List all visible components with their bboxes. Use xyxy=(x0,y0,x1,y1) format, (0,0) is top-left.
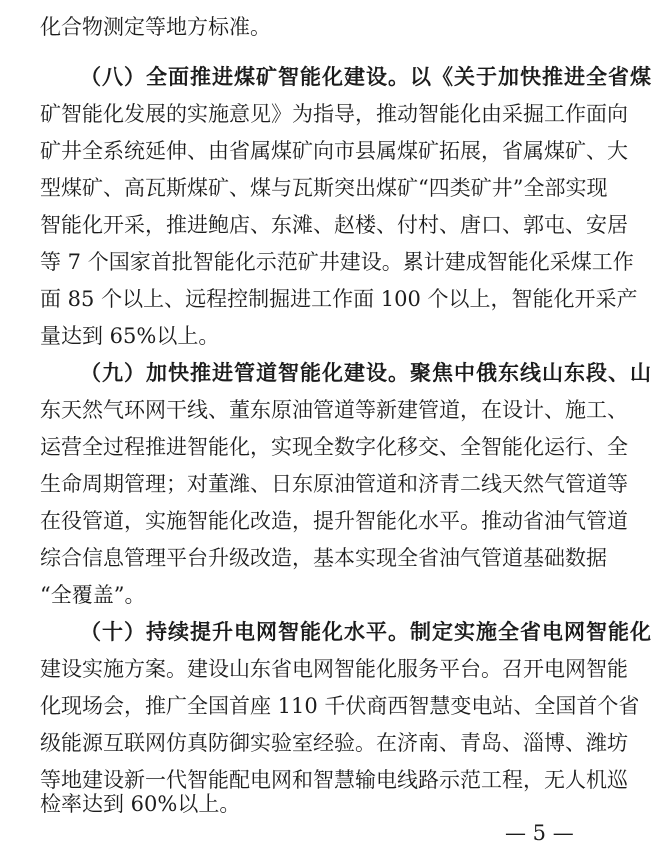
section-heading-9: （九）加快推进管道智能化建设。聚焦中俄东线山东段、山 xyxy=(80,361,652,385)
text-line: 型煤矿、高瓦斯煤矿、煤与瓦斯突出煤矿“四类矿井”全部实现 xyxy=(40,176,608,200)
text-line: 等 7 个国家首批智能化示范矿井建设。累计建成智能化采煤工作 xyxy=(40,250,634,274)
text-line: 检率达到 60%以上。 xyxy=(40,792,241,816)
text-line: 矿井全系统延伸、由省属煤矿向市县属煤矿拓展，省属煤矿、大 xyxy=(40,139,628,163)
page-number: — 5 — xyxy=(505,821,574,845)
text-line: 东天然气环网干线、董东原油管道等新建管道，在设计、施工、 xyxy=(40,398,628,422)
text-line: 级能源互联网仿真防御实验室经验。在济南、青岛、淄博、潍坊 xyxy=(40,731,628,755)
text-line: 等地建设新一代智能配电网和智慧输电线路示范工程，无人机巡 xyxy=(40,768,628,792)
text-line: 面 85 个以上、远程控制掘进工作面 100 个以上，智能化开采产 xyxy=(40,287,638,311)
text-line: 智能化开采，推进鲍店、东滩、赵楼、付村、唐口、郭屯、安居 xyxy=(40,213,628,237)
text-line: 建设实施方案。建设山东省电网智能化服务平台。召开电网智能 xyxy=(40,657,628,681)
text-line: “全覆盖”。 xyxy=(40,583,146,607)
text-line: 生命周期管理；对董潍、日东原油管道和济青二线天然气管道等 xyxy=(40,472,628,496)
section-heading-8: （八）全面推进煤矿智能化建设。以《关于加快推进全省煤 xyxy=(80,65,652,89)
text-line: 化现场会，推广全国首座 110 千伏商西智慧变电站、全国首个省 xyxy=(40,694,640,718)
text-line: 综合信息管理平台升级改造，基本实现全省油气管道基础数据 xyxy=(40,546,607,570)
text-line: 在役管道，实施智能化改造，提升智能化水平。推动省油气管道 xyxy=(40,509,628,533)
text-line: 化合物测定等地方标准。 xyxy=(40,15,271,39)
text-line: 运营全过程推进智能化，实现全数字化移交、全智能化运行、全 xyxy=(40,435,628,459)
text-line: 量达到 65%以上。 xyxy=(40,324,220,348)
text-line: 矿智能化发展的实施意见》为指导，推动智能化由采掘工作面向 xyxy=(40,102,628,126)
section-heading-10: （十）持续提升电网智能化水平。制定实施全省电网智能化 xyxy=(80,620,652,644)
